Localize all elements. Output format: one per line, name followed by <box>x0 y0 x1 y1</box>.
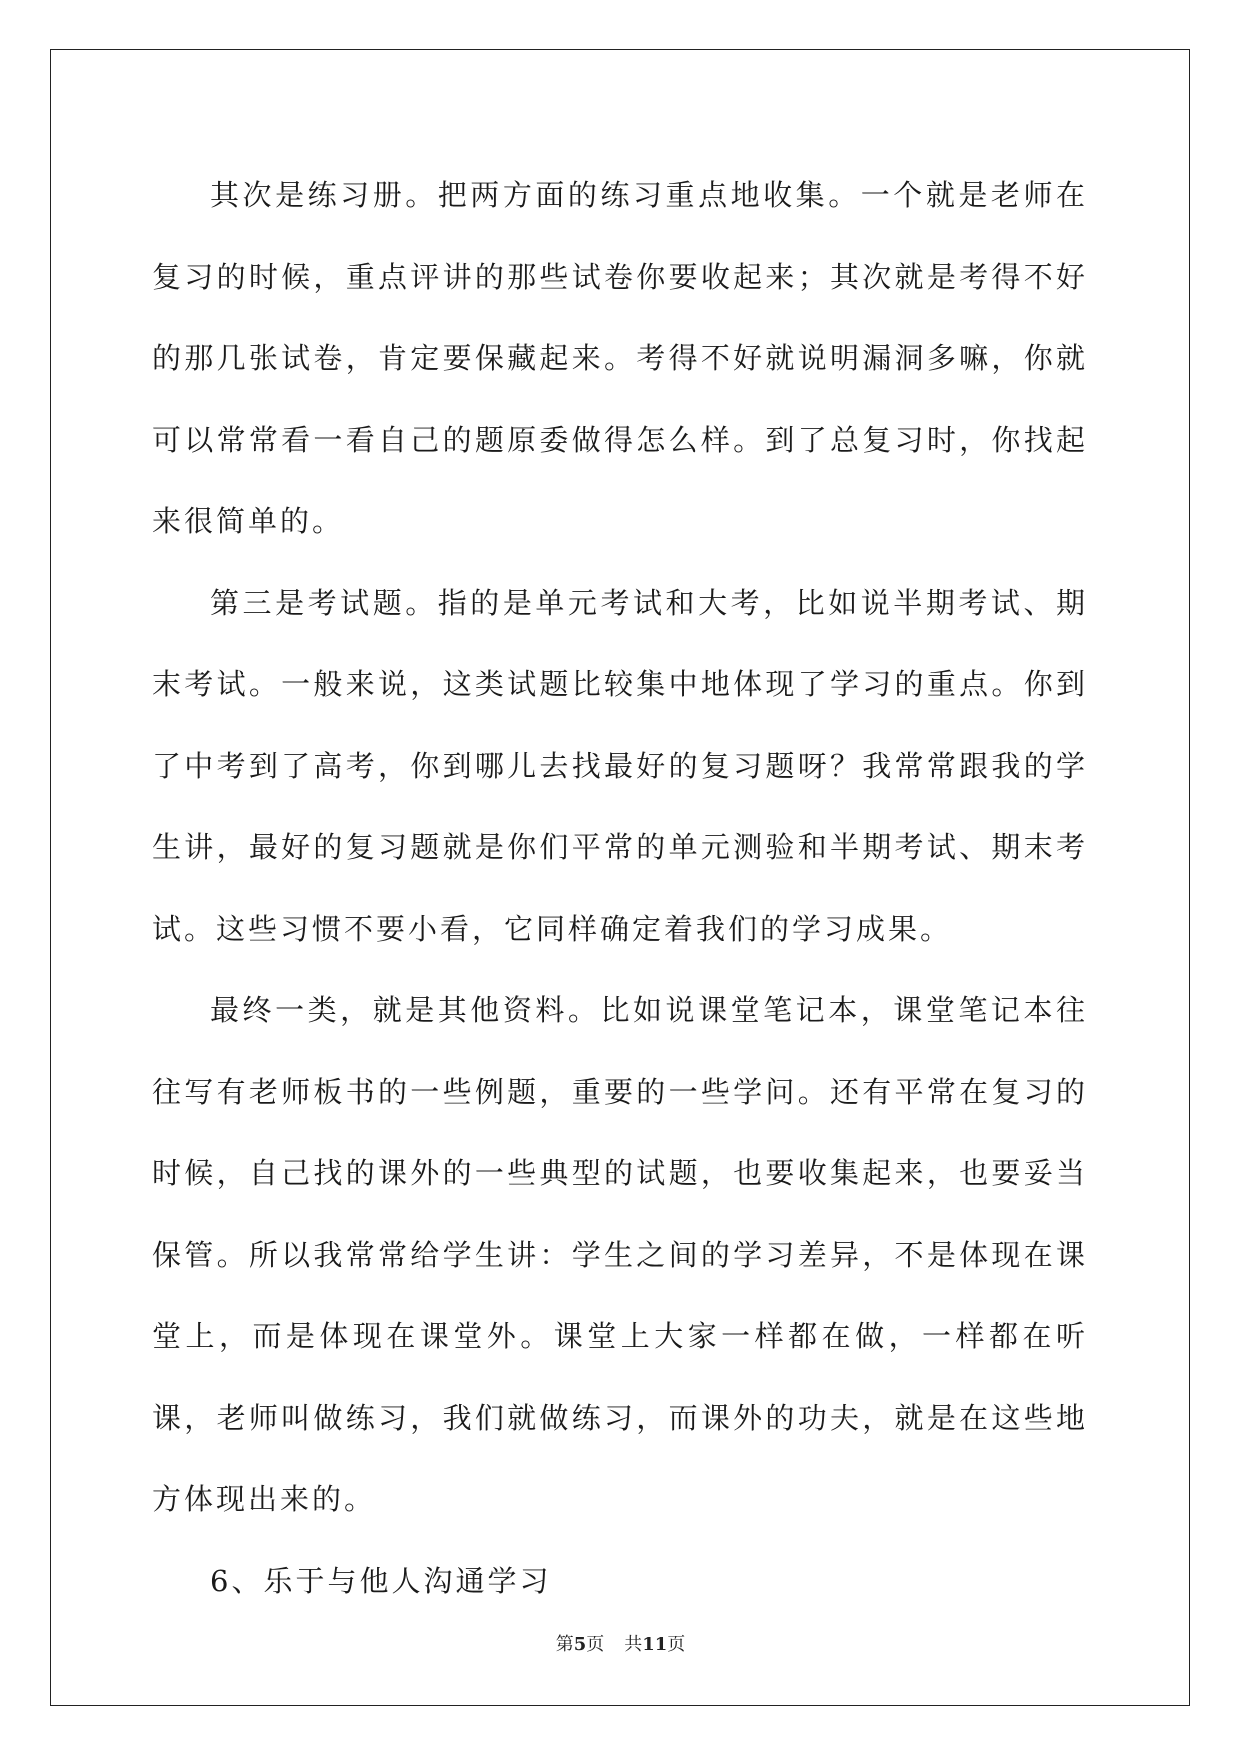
paragraph-exercise-books: 其次是练习册。把两方面的练习重点地收集。一个就是老师在复习的时候，重点评讲的那些试卷你要收起来；其次就是考得不好的那几张试卷，肯定要保藏起来。考得不好就说明漏洞多嘛，你就可以常常看一看自己的题原委做得怎么样。到了总复习时，你找起来很简单的。 <box>152 178 1088 538</box>
page-prefix: 第 <box>555 1634 574 1655</box>
page-number: 5 <box>573 1634 587 1655</box>
page-suffix: 页 <box>586 1634 605 1655</box>
total-suffix: 页 <box>667 1634 686 1655</box>
section-heading-communication: 6、乐于与他人沟通学习 <box>210 1563 552 1598</box>
document-body <box>152 155 1088 1622</box>
total-prefix: 共 <box>624 1634 643 1655</box>
page-footer <box>0 1630 1241 1656</box>
paragraph-other-materials: 最终一类，就是其他资料。比如说课堂笔记本，课堂笔记本往往写有老师板书的一些例题，重要的一些学问。还有平常在复习的时候，自己找的课外的一些典型的试题，也要收集起来，也要妥当保管。所以我常常给学生讲：学生之间的学习差异，不是体现在课堂上，而是体现在课堂外。课堂上大家一样都在做，一样都在听课，老师叫做练习，我们就做练习，而课外的功夫，就是在这些地方体现出来的。 <box>152 993 1088 1516</box>
paragraph-exam-papers: 第三是考试题。指的是单元考试和大考，比如说半期考试、期末考试。一般来说，这类试题比较集中地体现了学习的重点。你到了中考到了高考，你到哪儿去找最好的复习题呀？我常常跟我的学生讲，最好的复习题就是你们平常的单元测验和半期考试、期末考试。这些习惯不要小看，它同样确定着我们的学习成果。 <box>152 585 1088 946</box>
total-pages: 11 <box>642 1634 668 1655</box>
